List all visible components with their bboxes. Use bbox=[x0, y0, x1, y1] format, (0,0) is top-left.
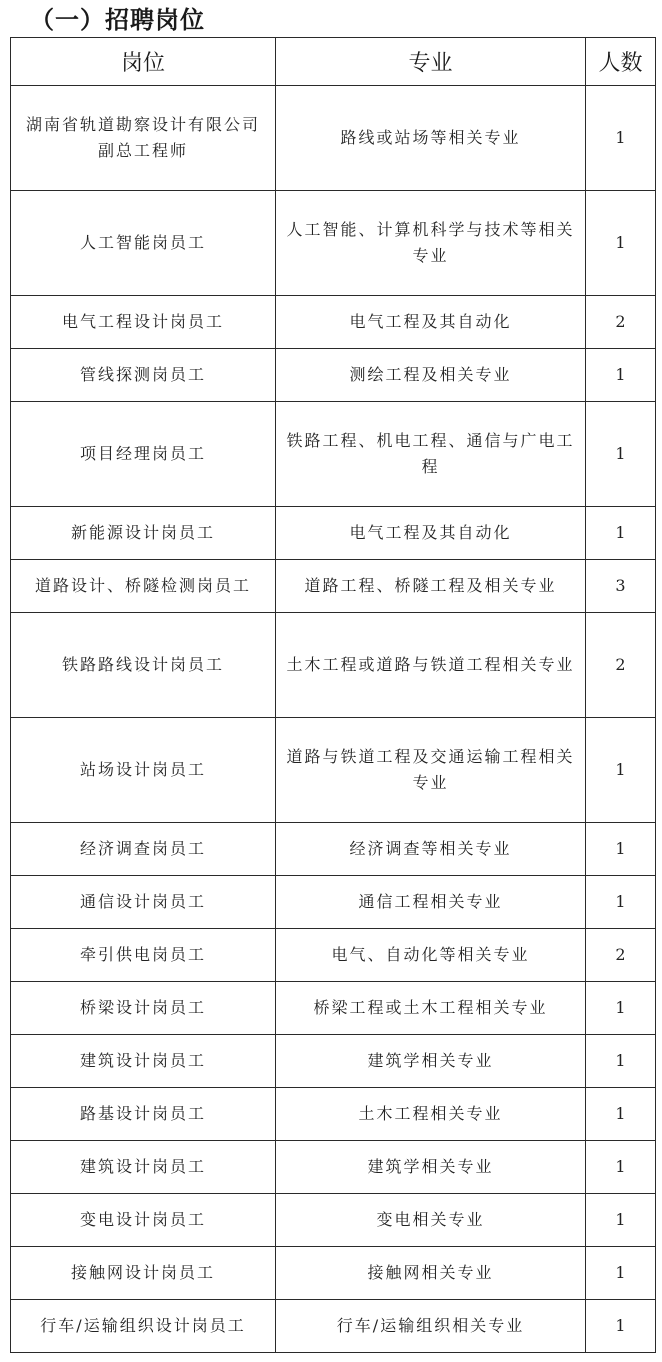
cell-position: 建筑设计岗员工 bbox=[11, 1141, 276, 1194]
table-row bbox=[11, 1141, 656, 1194]
cell-count: 1 bbox=[586, 507, 656, 560]
table-row bbox=[11, 1300, 656, 1353]
cell-count: 3 bbox=[586, 560, 656, 613]
table-row bbox=[11, 560, 656, 613]
cell-count: 1 bbox=[586, 1035, 656, 1088]
cell-position: 人工智能岗员工 bbox=[11, 191, 276, 296]
table-row bbox=[11, 1035, 656, 1088]
cell-count: 1 bbox=[586, 191, 656, 296]
cell-count: 1 bbox=[586, 1300, 656, 1353]
cell-count: 2 bbox=[586, 296, 656, 349]
cell-position: 道路设计、桥隧检测岗员工 bbox=[11, 560, 276, 613]
table-row bbox=[11, 191, 656, 296]
cell-position: 路基设计岗员工 bbox=[11, 1088, 276, 1141]
cell-major: 接触网相关专业 bbox=[276, 1247, 586, 1300]
cell-count: 1 bbox=[586, 1247, 656, 1300]
table-row bbox=[11, 349, 656, 402]
cell-count: 1 bbox=[586, 718, 656, 823]
header-count: 人数 bbox=[586, 38, 656, 86]
table-row bbox=[11, 402, 656, 507]
cell-major: 变电相关专业 bbox=[276, 1194, 586, 1247]
table-row bbox=[11, 718, 656, 823]
cell-major: 道路与铁道工程及交通运输工程相关专业 bbox=[276, 718, 586, 823]
cell-position: 铁路路线设计岗员工 bbox=[11, 613, 276, 718]
table-row bbox=[11, 1088, 656, 1141]
cell-major: 道路工程、桥隧工程及相关专业 bbox=[276, 560, 586, 613]
cell-count: 1 bbox=[586, 1141, 656, 1194]
cell-major: 电气工程及其自动化 bbox=[276, 507, 586, 560]
table-row bbox=[11, 507, 656, 560]
cell-position: 通信设计岗员工 bbox=[11, 876, 276, 929]
table-row bbox=[11, 296, 656, 349]
cell-major: 路线或站场等相关专业 bbox=[276, 86, 586, 191]
cell-position: 接触网设计岗员工 bbox=[11, 1247, 276, 1300]
recruitment-table bbox=[10, 37, 656, 1353]
cell-count: 1 bbox=[586, 876, 656, 929]
cell-position: 项目经理岗员工 bbox=[11, 402, 276, 507]
cell-major: 电气工程及其自动化 bbox=[276, 296, 586, 349]
cell-position: 行车/运输组织设计岗员工 bbox=[11, 1300, 276, 1353]
cell-position: 湖南省轨道勘察设计有限公司副总工程师 bbox=[11, 86, 276, 191]
table-row bbox=[11, 1194, 656, 1247]
cell-count: 1 bbox=[586, 1194, 656, 1247]
cell-position: 牵引供电岗员工 bbox=[11, 929, 276, 982]
cell-count: 1 bbox=[586, 349, 656, 402]
cell-major: 行车/运输组织相关专业 bbox=[276, 1300, 586, 1353]
table-header-row bbox=[11, 38, 656, 86]
cell-major: 桥梁工程或土木工程相关专业 bbox=[276, 982, 586, 1035]
table-row bbox=[11, 876, 656, 929]
table-row bbox=[11, 86, 656, 191]
cell-position: 电气工程设计岗员工 bbox=[11, 296, 276, 349]
header-position: 岗位 bbox=[11, 38, 276, 86]
section-heading: （一）招聘岗位 bbox=[30, 6, 205, 34]
cell-position: 桥梁设计岗员工 bbox=[11, 982, 276, 1035]
cell-major: 建筑学相关专业 bbox=[276, 1035, 586, 1088]
cell-position: 经济调查岗员工 bbox=[11, 823, 276, 876]
cell-position: 变电设计岗员工 bbox=[11, 1194, 276, 1247]
table-row bbox=[11, 929, 656, 982]
cell-major: 测绘工程及相关专业 bbox=[276, 349, 586, 402]
cell-major: 通信工程相关专业 bbox=[276, 876, 586, 929]
cell-count: 2 bbox=[586, 613, 656, 718]
cell-position: 新能源设计岗员工 bbox=[11, 507, 276, 560]
cell-count: 1 bbox=[586, 823, 656, 876]
cell-position: 管线探测岗员工 bbox=[11, 349, 276, 402]
cell-count: 1 bbox=[586, 982, 656, 1035]
cell-major: 土木工程或道路与铁道工程相关专业 bbox=[276, 613, 586, 718]
cell-count: 1 bbox=[586, 1088, 656, 1141]
cell-count: 1 bbox=[586, 86, 656, 191]
cell-count: 2 bbox=[586, 929, 656, 982]
table-row bbox=[11, 823, 656, 876]
cell-major: 建筑学相关专业 bbox=[276, 1141, 586, 1194]
table-row bbox=[11, 982, 656, 1035]
header-major: 专业 bbox=[276, 38, 586, 86]
cell-position: 建筑设计岗员工 bbox=[11, 1035, 276, 1088]
cell-major: 人工智能、计算机科学与技术等相关专业 bbox=[276, 191, 586, 296]
cell-count: 1 bbox=[586, 402, 656, 507]
table-row bbox=[11, 1247, 656, 1300]
cell-position: 站场设计岗员工 bbox=[11, 718, 276, 823]
cell-major: 土木工程相关专业 bbox=[276, 1088, 586, 1141]
cell-major: 经济调查等相关专业 bbox=[276, 823, 586, 876]
cell-major: 铁路工程、机电工程、通信与广电工程 bbox=[276, 402, 586, 507]
cell-major: 电气、自动化等相关专业 bbox=[276, 929, 586, 982]
table-row bbox=[11, 613, 656, 718]
